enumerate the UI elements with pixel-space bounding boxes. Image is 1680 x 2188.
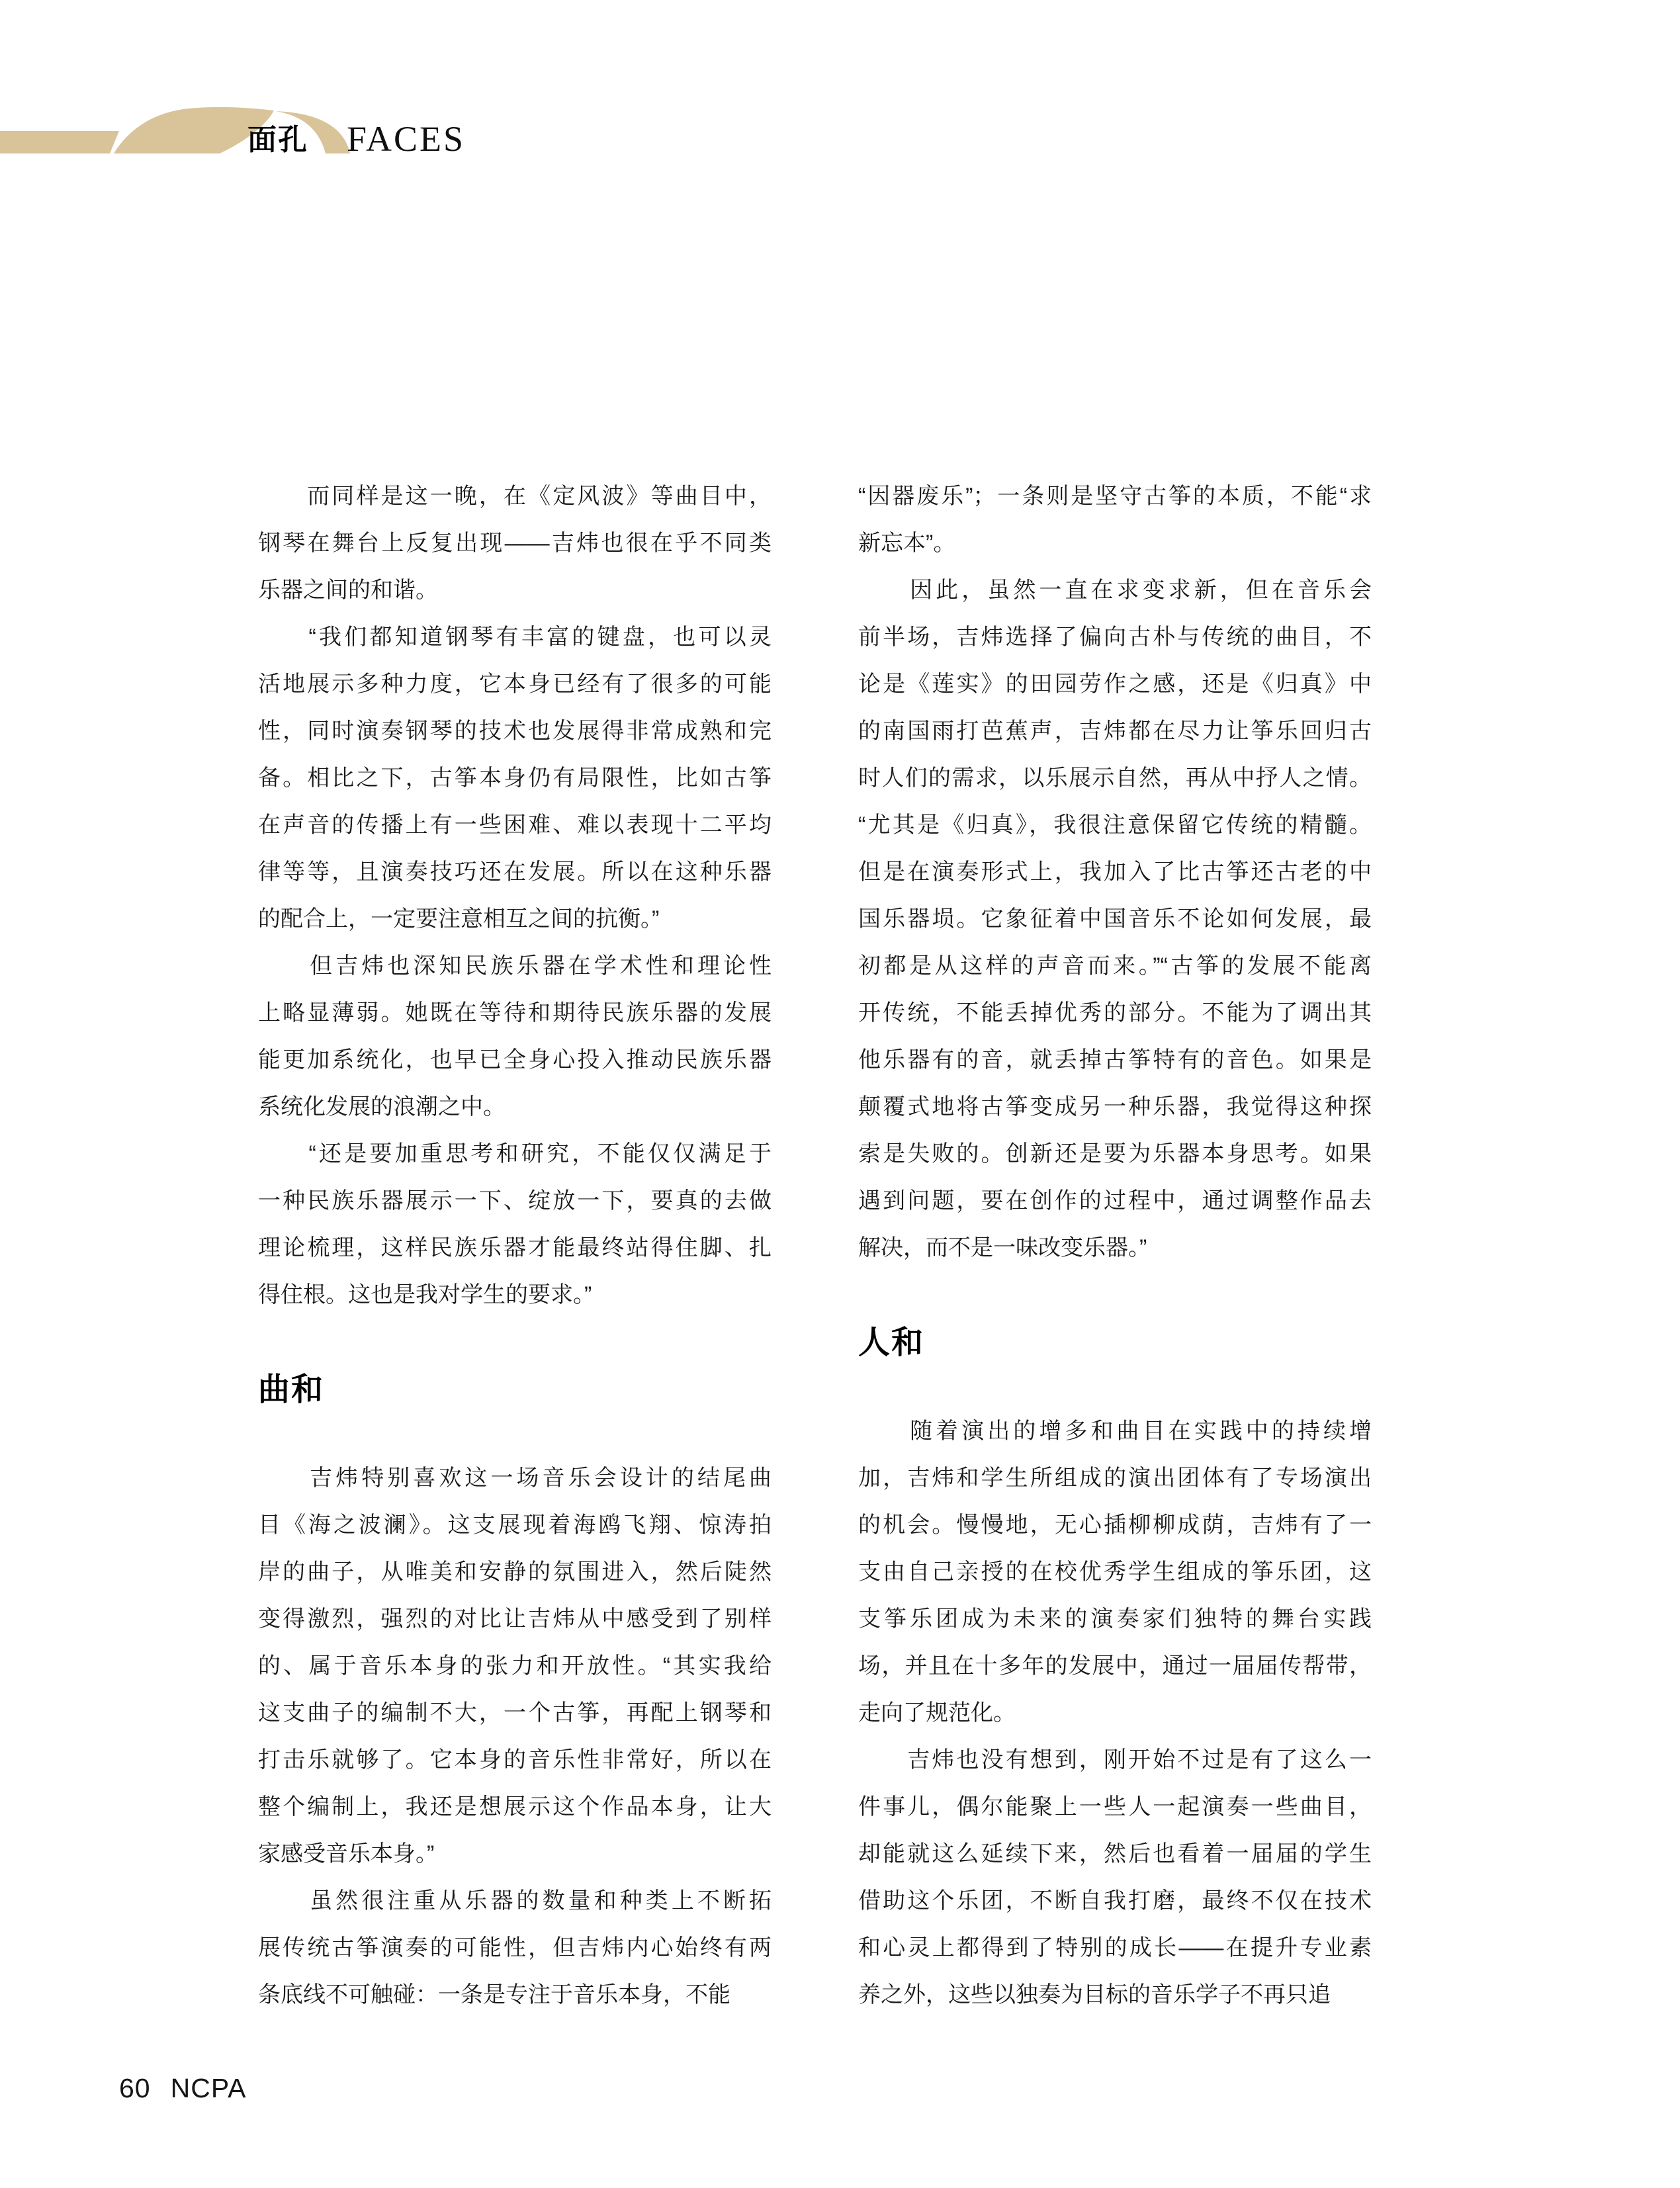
ribbon-bar: [0, 131, 119, 153]
text-line: 备。相比之下，古筝本身仍有局限性，比如古筝: [258, 766, 772, 791]
text-line: 支由自己亲授的在校优秀学生组成的筝乐团，这: [858, 1559, 1372, 1585]
text-line: 家感受音乐本身。”: [258, 1841, 435, 1866]
text-line: 律等等，且演奏技巧还在发展。所以在这种乐器: [258, 859, 772, 885]
text-line: 吉炜也没有想到，刚开始不过是有了这么一: [858, 1747, 1372, 1772]
text-line: 能更加系统化，也早已全身心投入推动民族乐器: [258, 1047, 772, 1072]
text-line: 的机会。慢慢地，无心插柳柳成荫，吉炜有了一: [858, 1512, 1372, 1538]
text-line: 遇到问题，要在创作的过程中，通过调整作品去: [858, 1188, 1372, 1213]
text-line: 这支曲子的编制不大，一个古筝，再配上钢琴和: [258, 1700, 772, 1726]
page-footer: [119, 2074, 246, 2103]
text-line: 加，吉炜和学生所组成的演出团体有了专场演出: [858, 1466, 1372, 1491]
text-line: 岸的曲子，从唯美和安静的氛围进入，然后陡然: [258, 1559, 772, 1585]
text-line: “因器废乐”；一条则是坚守古筝的本质，不能“求: [858, 484, 1372, 509]
text-line: 养之外，这些以独奏为目标的音乐学子不再只追: [858, 1982, 1331, 2007]
text-line: “我们都知道钢琴有丰富的键盘，也可以灵: [258, 625, 772, 650]
text-line: 索是失败的。创新还是要为乐器本身思考。如果: [858, 1141, 1372, 1166]
section-heading: 曲和: [258, 1372, 325, 1407]
text-line: 理论梳理，这样民族乐器才能最终站得住脚、扎: [258, 1235, 772, 1260]
text-line: “还是要加重思考和研究，不能仅仅满足于: [258, 1141, 772, 1166]
text-line: 虽然很注重从乐器的数量和种类上不断拓: [258, 1888, 772, 1913]
section-heading: 人和: [858, 1325, 925, 1360]
text-line: 解决，而不是一味改变乐器。”: [858, 1235, 1147, 1260]
text-line: 但是在演奏形式上，我加入了比古筝还古老的中: [858, 859, 1372, 885]
text-line: 活地展示多种力度，它本身已经有了很多的可能: [258, 672, 772, 697]
text-line: 论是《莲实》的田园劳作之感，还是《归真》中: [858, 672, 1372, 697]
text-line: 目《海之波澜》。这支展现着海鸥飞翔、惊涛拍: [258, 1512, 772, 1538]
text-line: 的、属于音乐本身的张力和开放性。“其实我给: [258, 1653, 772, 1679]
section-logo-chinese: 面孔: [247, 124, 308, 156]
text-line: 在声音的传播上有一些困难、难以表现十二平均: [258, 812, 772, 838]
text-line: 条底线不可触碰：一条是专注于音乐本身，不能: [258, 1982, 730, 2007]
text-line: 因此，虽然一直在求变求新，但在音乐会: [858, 578, 1372, 603]
text-line: 得住根。这也是我对学生的要求。”: [258, 1282, 592, 1307]
magazine-brand: NCPA: [170, 2073, 247, 2103]
text-line: 件事儿，偶尔能聚上一些人一起演奏一些曲目，: [858, 1794, 1372, 1819]
text-line: 前半场，吉炜选择了偏向古朴与传统的曲目，不: [858, 625, 1372, 650]
text-line: 变得激烈，强烈的对比让吉炜从中感受到了别样: [258, 1606, 772, 1632]
text-line: 开传统，不能丢掉优秀的部分。不能为了调出其: [858, 1000, 1372, 1026]
text-line: 颠覆式地将古筝变成另一种乐器，我觉得这种探: [858, 1094, 1372, 1119]
text-line: 系统化发展的浪潮之中。: [258, 1094, 506, 1119]
text-line: 借助这个乐团，不断自我打磨，最终不仅在技术: [858, 1888, 1372, 1913]
text-line: 场，并且在十多年的发展中，通过一届届传帮带，: [858, 1653, 1372, 1679]
text-line: 支筝乐团成为未来的演奏家们独特的舞台实践: [858, 1606, 1372, 1632]
page-number: 60: [119, 2073, 151, 2103]
text-line: 时人们的需求，以乐展示自然，再从中抒人之情。: [858, 766, 1372, 791]
text-line: 打击乐就够了。它本身的音乐性非常好，所以在: [258, 1747, 772, 1772]
text-line: 走向了规范化。: [858, 1700, 1016, 1726]
article-column-left: [258, 473, 772, 2019]
text-line: 新忘本”。: [858, 531, 956, 556]
text-line: 的南国雨打芭蕉声，吉炜都在尽力让筝乐回归古: [858, 719, 1372, 744]
text-line: 整个编制上，我还是想展示这个作品本身，让大: [258, 1794, 772, 1819]
text-line: 却能就这么延续下来，然后也看着一届届的学生: [858, 1841, 1372, 1866]
text-line: “尤其是《归真》，我很注意保留它传统的精髓。: [858, 812, 1372, 838]
text-line: 一种民族乐器展示一下、绽放一下，要真的去做: [258, 1188, 772, 1213]
text-line: 的配合上，一定要注意相互之间的抗衡。”: [258, 906, 660, 932]
text-line: 吉炜特别喜欢这一场音乐会设计的结尾曲: [258, 1466, 772, 1491]
text-line: 他乐器有的音，就丢掉古筝特有的音色。如果是: [858, 1047, 1372, 1072]
text-line: 初都是从这样的声音而来。”“古筝的发展不能离: [858, 953, 1372, 979]
section-logo-english: FACES: [347, 119, 466, 159]
text-line: 但吉炜也深知民族乐器在学术性和理论性: [258, 953, 772, 979]
text-line: 随着演出的增多和曲目在实践中的持续增: [858, 1419, 1372, 1444]
text-line: 国乐器埙。它象征着中国音乐不论如何发展，最: [858, 906, 1372, 932]
text-line: 而同样是这一晚，在《定风波》等曲目中，: [258, 484, 772, 509]
text-line: 钢琴在舞台上反复出现——吉炜也很在乎不同类: [258, 531, 772, 556]
text-line: 性，同时演奏钢琴的技术也发展得非常成熟和完: [258, 719, 772, 744]
text-line: 上略显薄弱。她既在等待和期待民族乐器的发展: [258, 1000, 772, 1026]
text-line: 乐器之间的和谐。: [258, 578, 438, 603]
text-line: 和心灵上都得到了特别的成长——在提升专业素: [858, 1935, 1372, 1960]
text-line: 展传统古筝演奏的可能性，但吉炜内心始终有两: [258, 1935, 772, 1960]
article-column-right: [858, 473, 1372, 2019]
